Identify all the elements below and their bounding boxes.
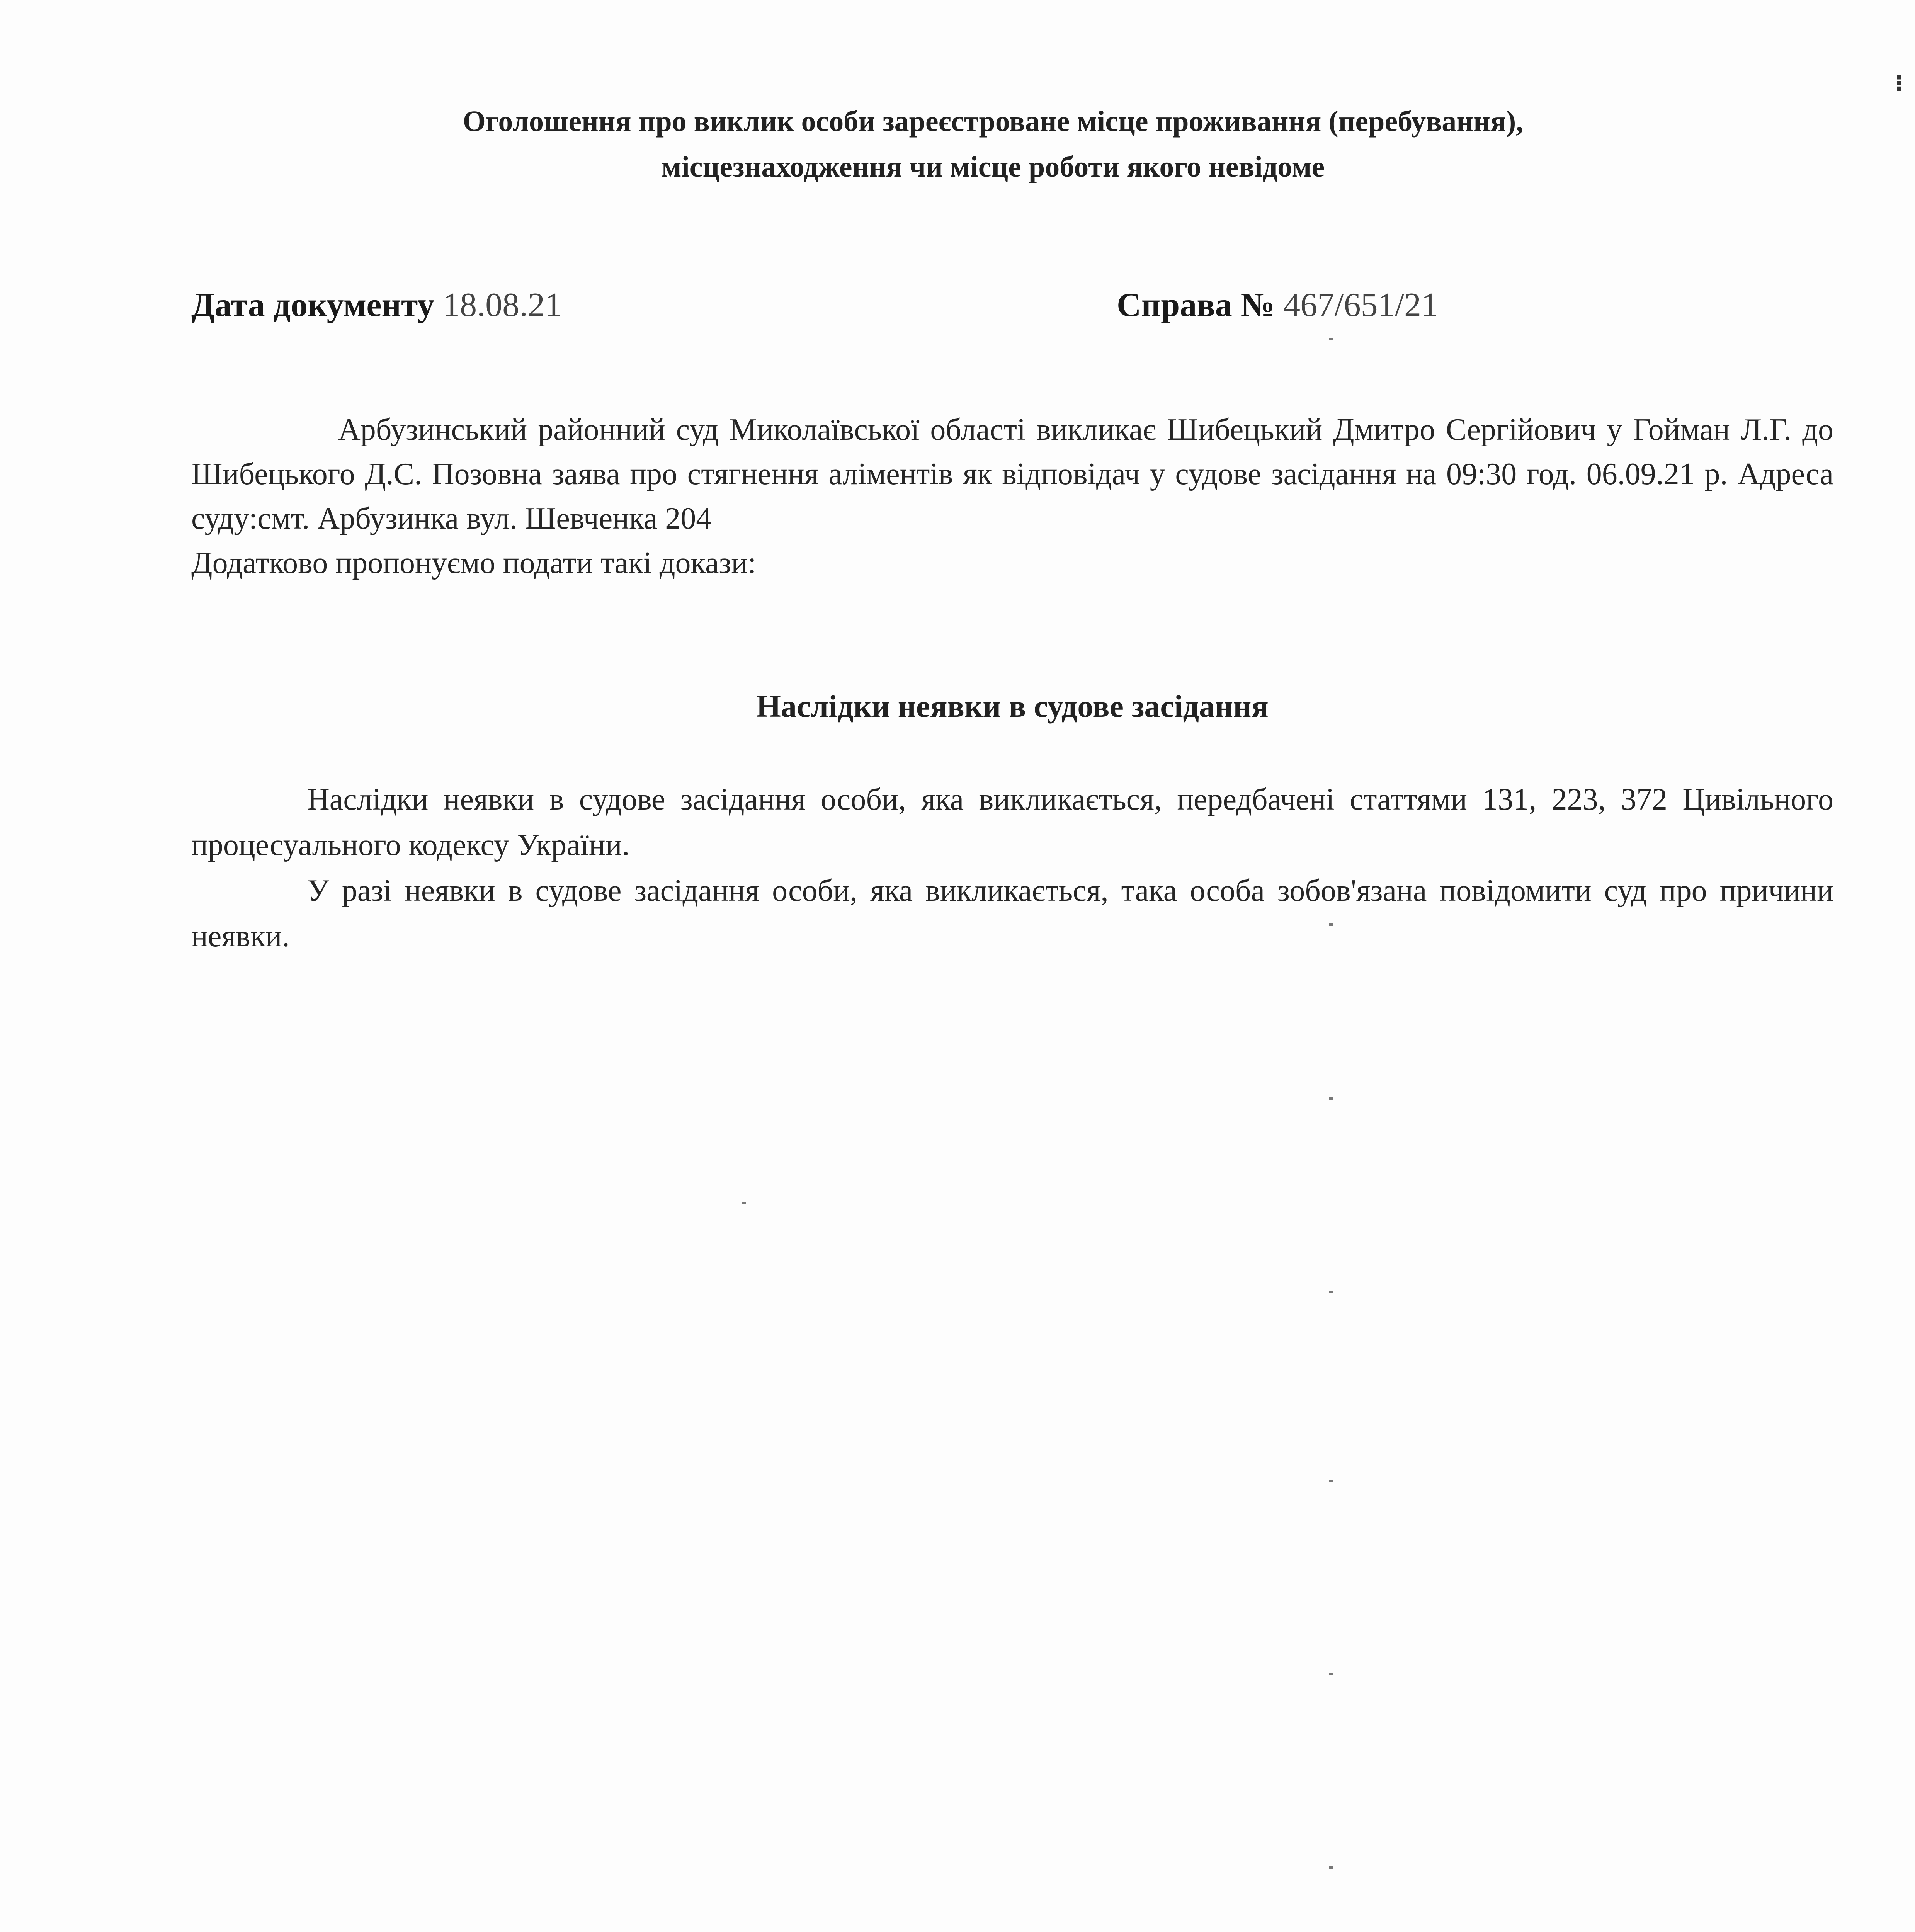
scan-edge-mark: ⁝ [1895,70,1903,97]
case-value: 467/651/21 [1283,286,1439,324]
date-label: Дата документу [191,286,435,324]
document-title [240,99,1747,190]
evidence-paragraph: Додатково пропонуємо подати такі докази: [191,546,757,580]
scan-speck [1329,1097,1333,1100]
document-meta [191,284,1698,327]
title-line-1: Оголошення про виклик особи зареєстроване місце проживання (перебування), [463,105,1524,138]
case-number [1117,284,1438,327]
scan-speck [1329,1480,1333,1482]
title-line-2: місцезнаходження чи місце роботи якого невідоме [661,151,1325,183]
scan-speck [1329,1866,1333,1869]
scan-speck [1329,338,1333,340]
consequences-heading: Наслідки неявки в судове засідання [756,689,1269,724]
scan-speck [1329,923,1333,926]
case-label: Справа № [1117,286,1275,324]
summons-paragraph: Арбузинський районний суд Миколаївської області викликає Шибецький Дмитро Сергійович у Гойман Л.Г. до Шибецького Д.С. Позовна заява про стягнення аліментів як відповідач у судове засідання на 09:30 год. 06.09.21 р. Адреса суду:смт. Арбузинка вул. Шевченка 204 [191,413,1833,536]
consequences-paragraph-1: Наслідки неявки в судове засідання особи, яка викликається, передбачені статтями 131, 223, 372 Цивільного процесуального кодексу України. [191,782,1833,862]
consequences-body [191,777,1833,959]
scan-speck [742,1202,746,1204]
scan-speck [1329,1291,1333,1293]
consequences-paragraph-2: У разі неявки в судове засідання особи, яка викликається, така особа зобов'язана повідомити суд про причини неявки. [191,874,1833,953]
document-date [191,284,562,327]
date-value: 18.08.21 [443,286,562,324]
summons-body [191,408,1833,585]
scan-speck [1329,1673,1333,1675]
